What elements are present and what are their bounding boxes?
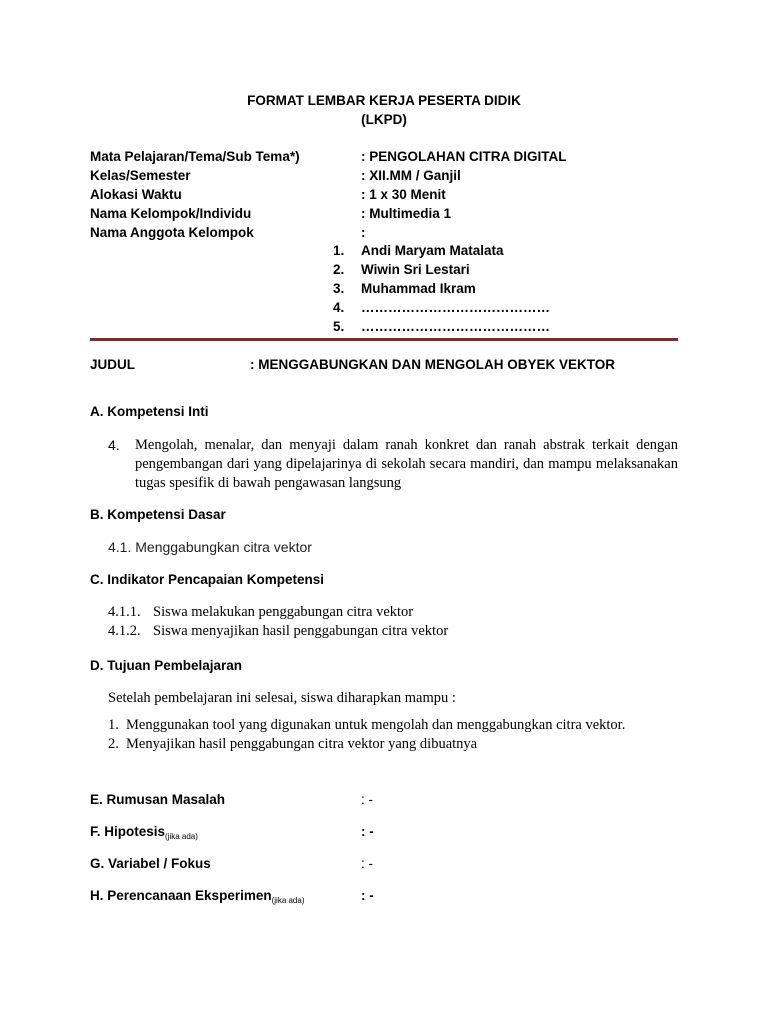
member-name: Wiwin Sri Lestari	[361, 262, 470, 277]
header-divider	[90, 338, 678, 341]
member-number: 1.	[333, 243, 345, 258]
section-a-text: Mengolah, menalar, dan menyaji dalam ranah konkret dan ranah abstrak terkait dengan pengembangan dari yang dipelajarinya di sekolah secara mandiri, dan mampu melaksanakan tugas spesifik di bawah pengawasan langsung	[135, 437, 678, 491]
objective-text: Menggunakan tool yang digunakan untuk mengolah dan menggabungkan citra vektor.	[126, 717, 626, 733]
member-number: 2.	[333, 262, 345, 277]
section-d-heading: D. Tujuan Pembelajaran	[90, 658, 243, 673]
section-f-note: (jika ada)	[165, 832, 198, 841]
section-e-label: E. Rumusan Masalah	[90, 792, 226, 807]
indicator-text: Siswa menyajikan hasil penggabungan citra vektor	[153, 623, 449, 639]
document-subtitle: (LKPD)	[361, 112, 407, 127]
member-name: ……………………………………	[361, 319, 550, 334]
info-value-class: : XII.MM / Ganjil	[361, 168, 461, 183]
section-h-note: (jika ada)	[271, 896, 305, 905]
info-value-group: : Multimedia 1	[361, 206, 452, 221]
section-g-label: G. Variabel / Fokus	[90, 856, 211, 871]
objective-number: 2.	[108, 736, 119, 752]
section-f-label	[90, 824, 198, 841]
member-name: Andi Maryam Matalata	[361, 243, 504, 258]
member-name: ……………………………………	[361, 300, 550, 315]
member-name: Muhammad Ikram	[361, 281, 476, 296]
info-label-group: Nama Kelompok/Individu	[90, 206, 252, 221]
section-h-label	[90, 888, 305, 905]
objective-text: Menyajikan hasil penggabungan citra vektor yang dibuatnya	[126, 736, 478, 752]
info-value-members: :	[361, 225, 366, 240]
info-label-class: Kelas/Semester	[90, 168, 191, 183]
judul-value: : MENGGABUNGKAN DAN MENGOLAH OBYEK VEKTOR	[250, 357, 616, 372]
indicator-text: Siswa melakukan penggabungan citra vektor	[153, 604, 414, 620]
member-number: 4.	[333, 300, 345, 315]
section-d-intro: Setelah pembelajaran ini selesai, siswa diharapkan mampu :	[108, 690, 456, 706]
objective-number: 1.	[108, 717, 119, 733]
member-number: 5.	[333, 319, 345, 334]
info-label-subject: Mata Pelajaran/Tema/Sub Tema*)	[90, 149, 300, 164]
section-b-heading: B. Kompetensi Dasar	[90, 507, 226, 522]
section-a-heading: A. Kompetensi Inti	[90, 404, 209, 419]
info-value-time: : 1 x 30 Menit	[361, 187, 446, 202]
section-e-value: : -	[361, 792, 373, 807]
section-g-value: : -	[361, 856, 373, 871]
section-f-value: : -	[361, 824, 374, 839]
section-f-label-text: F. Hipotesis	[90, 824, 166, 839]
section-a-number: 4.	[108, 437, 120, 453]
info-label-time: Alokasi Waktu	[90, 187, 182, 202]
judul-label: JUDUL	[90, 357, 136, 372]
info-value-subject: : PENGOLAHAN CITRA DIGITAL	[361, 149, 567, 164]
section-h-value: : -	[361, 888, 374, 903]
section-c-heading: C. Indikator Pencapaian Kompetensi	[90, 572, 325, 587]
indicator-number: 4.1.1.	[108, 604, 141, 620]
indicator-number: 4.1.2.	[108, 623, 141, 639]
section-h-label-text: H. Perencanaan Eksperimen	[90, 888, 272, 903]
section-b-item: 4.1. Menggabungkan citra vektor	[108, 539, 312, 555]
member-number: 3.	[333, 281, 345, 296]
info-label-members: Nama Anggota Kelompok	[90, 225, 254, 240]
document-title: FORMAT LEMBAR KERJA PESERTA DIDIK	[247, 93, 521, 108]
